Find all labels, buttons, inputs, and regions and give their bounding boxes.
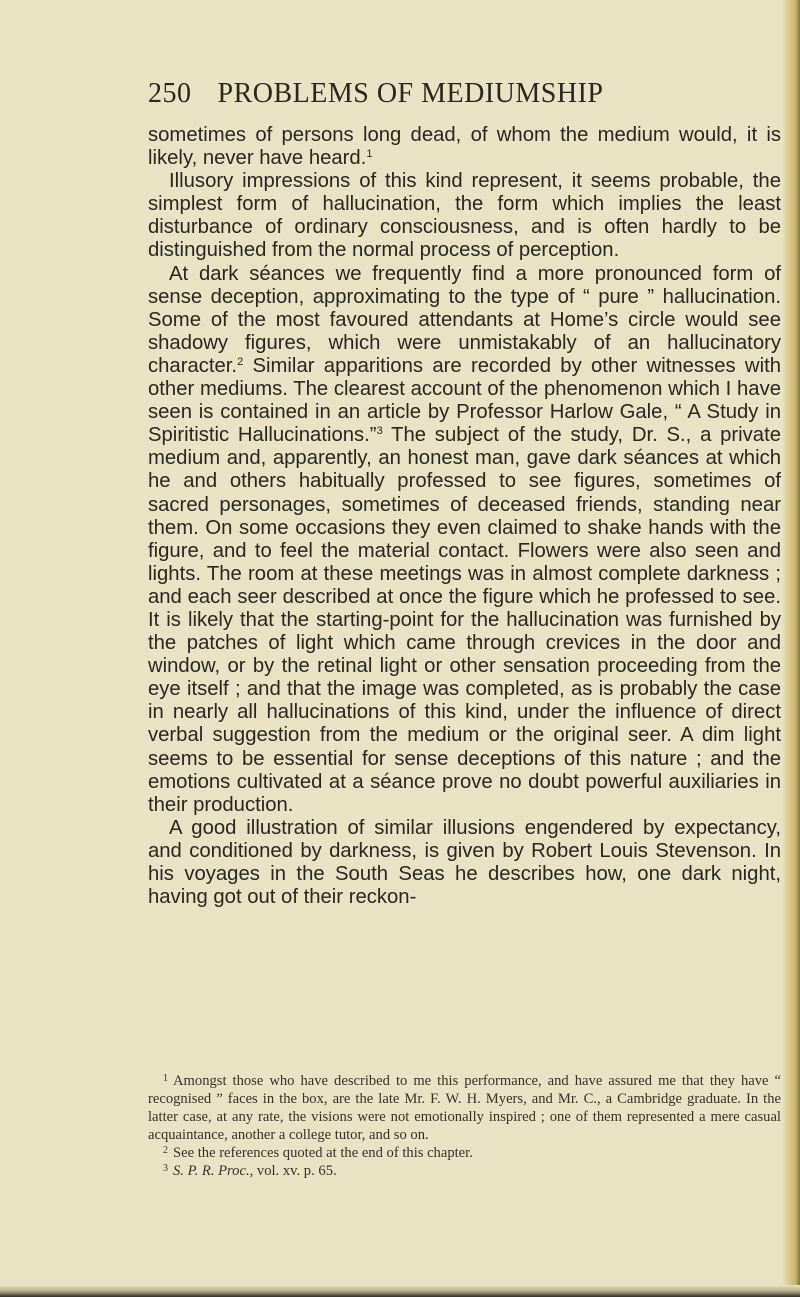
paragraph-2: Illusory impressions of this kind represent, it seems probable, the simplest form of hallucination, the form which implies the least disturbance of ordinary consciousness, and is often hardly to be distinguished from the normal process of perception. — [148, 170, 781, 262]
footnote-1-mark: 1 — [163, 1073, 168, 1084]
paragraph-1 — [148, 124, 781, 170]
paragraph-3-text-b: Similar apparitions are recorded by other witnesses with other mediums. The clearest account of the phenomenon which I have seen is contained in an article by Professor Harlow Gale, “ A Study in Spiritistic Hallucinations.” — [148, 354, 781, 447]
page-number: 250 — [148, 78, 192, 109]
footnote-3-source: S. P. R. Proc., — [173, 1163, 254, 1179]
running-title: PROBLEMS OF MEDIUMSHIP — [217, 78, 604, 109]
paragraph-3 — [148, 263, 781, 817]
footnote-ref-1: 1 — [366, 148, 373, 161]
paragraph-1-text: sometimes of persons long dead, of whom the medium would, it is likely, never have heard. — [148, 124, 781, 170]
page-header — [148, 78, 668, 110]
bottom-edge-shadow — [0, 1285, 800, 1297]
body-text — [148, 124, 781, 909]
footnote-2-mark: 2 — [163, 1145, 168, 1156]
footnote-3-mark: 3 — [163, 1163, 168, 1174]
footnote-ref-3: 3 — [376, 425, 383, 438]
footnotes — [148, 1072, 781, 1180]
footnote-3 — [148, 1162, 781, 1180]
footnote-1-text: Amongst those who have described to me this performance, and have assured me that they have “ recognised ” faces in the box, are the late Mr. F. W. H. Myers, and Mr. C., a Cambridge graduate. In the latter case, at any rate, the visions were not emotionally inspired ; one of them represented a mere casual acquaintance, another a college tutor, and so on. — [148, 1073, 781, 1143]
footnote-1 — [148, 1072, 781, 1144]
page-edge-shadow — [782, 0, 800, 1297]
footnote-2-text: See the references quoted at the end of this chapter. — [173, 1145, 473, 1161]
footnote-2 — [148, 1144, 781, 1162]
paragraph-4: A good illustration of similar illusions engendered by expectancy, and conditioned by darkness, is given by Robert Louis Stevenson. In his voyages in the South Seas he describes how, one dark night, having got out of their reckon- — [148, 816, 781, 909]
paragraph-3-text-a: At dark séances we frequently find a more pronounced form of sense deception, approximating to the type of “ pure ” hallucination. Some of the most favoured attendants at Home’s circle would see shadowy figures, which were unmistakably of an hallucinatory character. — [148, 262, 781, 377]
footnote-3-text: vol. xv. p. 65. — [253, 1163, 337, 1179]
paragraph-3-text-c: The subject of the study, Dr. S., a private medium and, apparently, an honest man, gave dark séances at which he and others habitually professed to see figures, sometimes of sacred personages, sometimes of deceased friends, standing near them. On some occasions they even claimed to shake hands with the figure, and to feel the material contact. Flowers were also seen and lights. The room at these meetings was in almost complete darkness ; and each seer described at once the figure which he professed to see. It is likely that the starting-point for the hallucination was furnished by the patches of light which came through crevices in the door and window, or by the retinal light or other sensation proceeding from the eye itself ; and that the image was completed, as is probably the case in nearly all hallucinations of this kind, under the influence of direct verbal suggestion from the medium or the original seer. A dim light seems to be essential for sense deceptions of this nature ; and the emotions cultivated at a séance prove no doubt powerful auxiliaries in their production. — [148, 424, 782, 816]
footnote-ref-2: 2 — [237, 355, 244, 368]
